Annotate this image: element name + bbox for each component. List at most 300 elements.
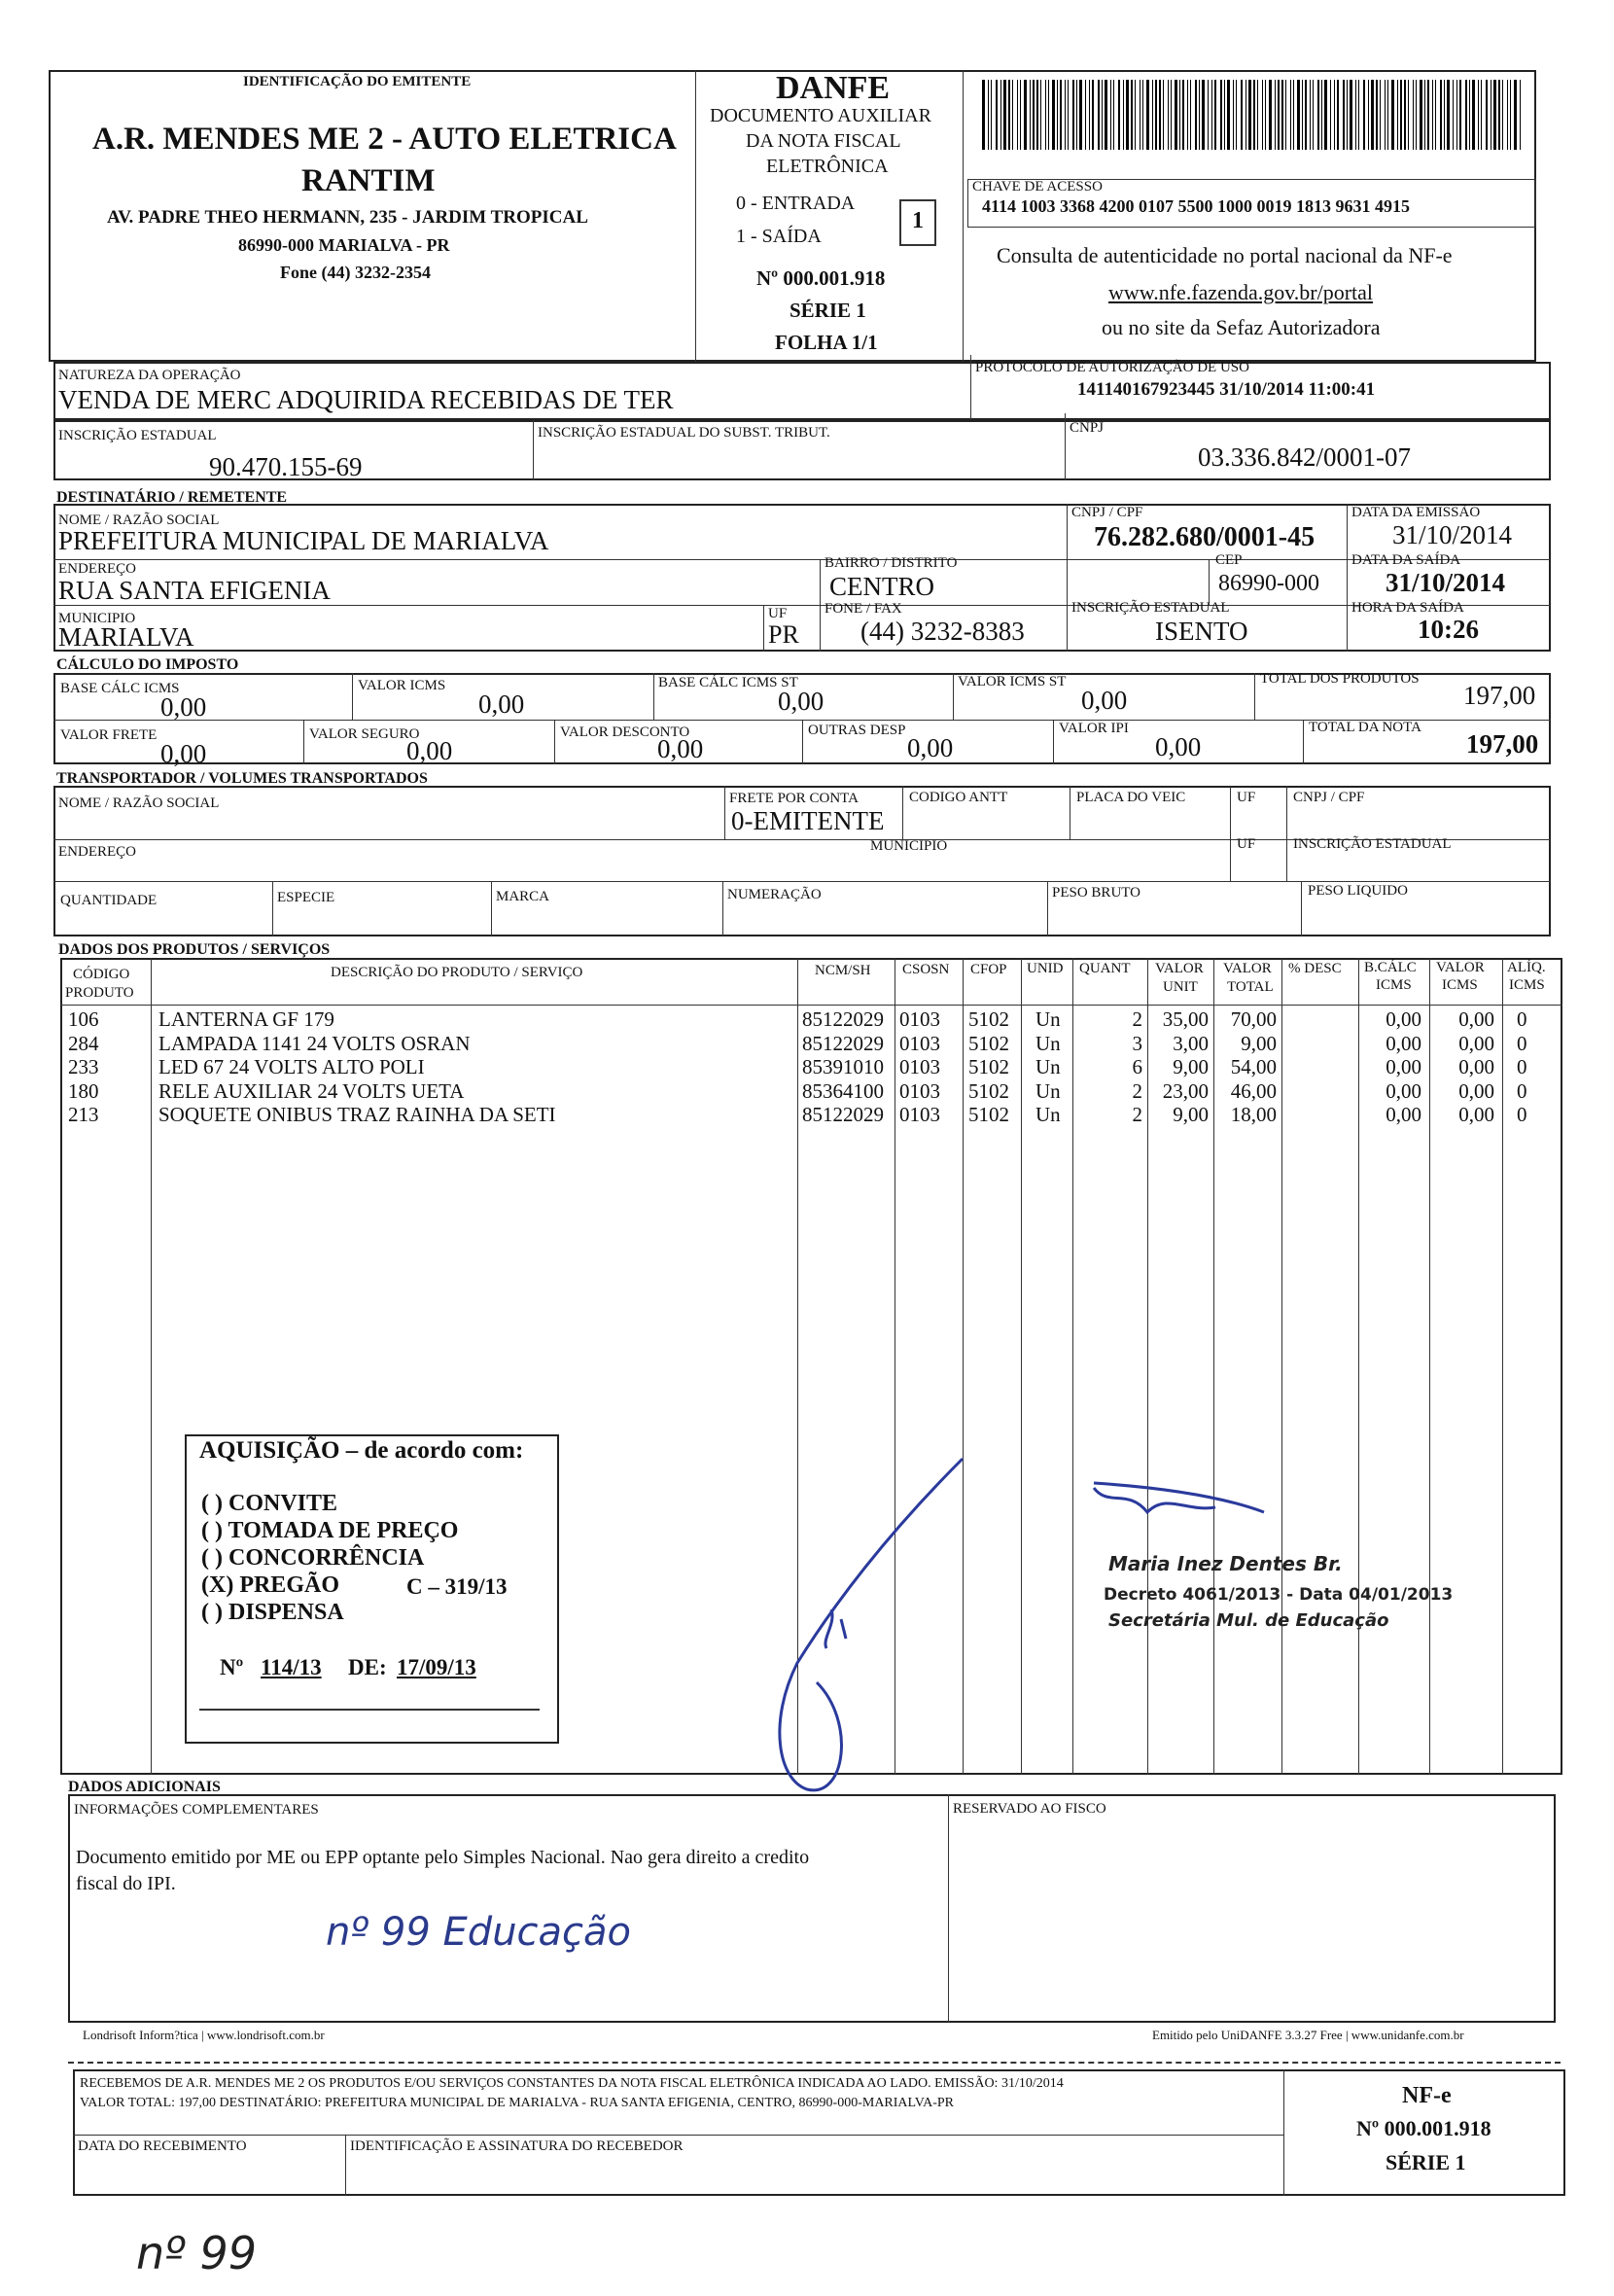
divider [820,605,821,652]
emitente-phone: Fone (44) 3232-2354 [280,263,431,282]
emitente-name: A.R. MENDES ME 2 - AUTO ELETRICA [92,122,677,157]
dest-cnpj: 76.282.680/0001-45 [1094,522,1316,552]
outras-label: OUTRAS DESP [808,723,906,738]
barcode-bar [1305,80,1307,150]
divider [1301,881,1302,936]
barcode-bar [1520,80,1521,150]
info-text-2: fiscal do IPI. [76,1873,176,1894]
dest-saida: 31/10/2014 [1386,568,1506,597]
barcode-bar [1199,80,1200,150]
canhoto-numero: Nº 000.001.918 [1356,2116,1491,2140]
barcode-bar [1142,80,1143,150]
barcode-bar [1195,80,1197,150]
barcode-bar [1211,80,1212,150]
divider [722,881,723,936]
barcode-bar [1048,80,1049,150]
dest-ie: ISENTO [1155,617,1248,646]
barcode-bar [1387,80,1388,150]
item-vtotal: 54,00 [1230,1055,1277,1078]
fisco-label: RESERVADO AO FISCO [953,1801,1106,1817]
danfe-numero: Nº 000.001.918 [756,266,886,290]
col-quant-header: QUANT [1079,961,1131,976]
divider [1065,413,1066,480]
divider [948,1794,949,2023]
barcode-bar [1257,80,1258,150]
col-vunit-header-2: UNIT [1163,979,1198,995]
dest-saida-label: DATA DA SAÍDA [1351,552,1461,568]
barcode-bar [1469,80,1470,150]
danfe-subtitle: ELETRÔNICA [766,156,889,177]
dest-nome: PREFEITURA MUNICIPAL DE MARIALVA [58,526,549,555]
desconto-label: VALOR DESCONTO [560,724,690,740]
barcode-bar [1459,80,1461,150]
col-bcalc-header: B.CÁLC [1364,960,1417,975]
item-cfop: 5102 [968,1078,1009,1103]
transp-cnpj-label: CNPJ / CPF [1293,790,1365,805]
barcode-bar [1456,80,1457,150]
divider [554,720,555,764]
item-cfop: 5102 [968,1103,1009,1126]
valor-icms-label: VALOR ICMS [358,678,446,693]
divider [1053,720,1054,764]
barcode-bar [1265,80,1266,150]
col-vicms-header: VALOR [1436,960,1485,975]
barcode-bar [1290,80,1291,150]
barcode-bar [1065,80,1066,150]
barcode-bar [1012,80,1013,150]
col-vicms-header-2: ICMS [1442,977,1478,993]
item-desc: LED 67 24 VOLTS ALTO POLI [158,1055,425,1078]
barcode-bar [1350,80,1352,150]
divider [963,70,964,362]
divider [272,881,273,936]
barcode-bar [1310,80,1311,150]
item-unid: Un [1035,1078,1061,1103]
col-unid-header: UNID [1027,961,1064,976]
divider [695,70,696,362]
barcode-bar [1324,80,1327,150]
barcode-bar [1380,80,1381,150]
divider [1286,786,1287,881]
col-bcalc-header-2: ICMS [1376,977,1412,993]
total-nota: 197,00 [1466,729,1539,759]
valor-st: 0,00 [1081,686,1128,715]
natureza-value: VENDA DE MERC ADQUIRIDA RECEBIDAS DE TER [58,385,674,414]
barcode-bar [982,80,985,150]
item-aliq: 0 [1517,1078,1527,1103]
barcode-bar [1368,80,1369,150]
divider [953,673,954,720]
transp-qtd-label: QUANTIDADE [60,893,158,908]
canhoto-nfe: NF-e [1402,2083,1452,2108]
ipi: 0,00 [1155,732,1202,761]
stamp-num: 114/13 [261,1655,322,1679]
barcode-bar [1285,80,1286,150]
barcode-bar [1391,80,1394,150]
barcode-bar [1076,80,1077,150]
col-codigo-header: CÓDIGO [73,967,130,982]
item-quant: 2 [1132,1007,1142,1031]
barcode-bar [1190,80,1191,150]
transp-ie-label: INSCRIÇÃO ESTADUAL [1293,836,1452,852]
canhoto-text: RECEBEMOS DE A.R. MENDES ME 2 OS PRODUTOS E/OU SERVIÇOS CONSTANTES DA NOTA FISCAL ELETRÔNICA INDICADA AO LADO. EMISSÃO: 31/10/2014 [80,2076,1064,2091]
barcode-bar [1432,80,1433,150]
barcode-bar [1030,80,1031,150]
barcode-bar [1481,80,1482,150]
barcode-bar [1003,80,1006,150]
adicionais-box [68,1794,1556,2023]
barcode-bar [1440,80,1442,150]
danfe-entrada: 0 - ENTRADA [736,193,856,214]
divider [970,355,971,420]
emitente-section-label: IDENTIFICAÇÃO DO EMITENTE [243,74,472,89]
desconto: 0,00 [657,734,704,763]
barcode-bar [1248,80,1251,150]
item-ncm: 85122029 [802,1103,884,1126]
item-quant: 2 [1132,1078,1142,1103]
barcode-bar [1057,80,1058,150]
barcode [982,80,1526,150]
transp-numeracao-label: NUMERAÇÃO [727,887,822,902]
item-unid: Un [1035,1103,1061,1126]
emitente-name-2: RANTIM [301,163,436,198]
dest-fone-label: FONE / FAX [825,601,902,617]
item-ncm: 85122029 [802,1031,884,1055]
divider [352,673,353,720]
dest-fone: (44) 3232-8383 [860,617,1025,646]
danfe-tipo: 1 [912,208,924,233]
emitente-city: 86990-000 MARIALVA - PR [238,235,450,255]
transp-placa-label: PLACA DO VEIC [1076,790,1186,805]
item-vunit: 35,00 [1162,1007,1209,1031]
divider [802,720,803,764]
destinatario-section: DESTINATÁRIO / REMETENTE [56,489,288,506]
item-aliq: 0 [1517,1031,1527,1055]
danfe-title: DANFE [776,70,891,106]
barcode-bar [1420,80,1422,150]
consulta-url[interactable]: www.nfe.fazenda.gov.br/portal [1108,280,1374,304]
col-aliq-header: ALÍQ. [1507,960,1546,975]
barcode-bar [1168,80,1169,150]
col-ncm-header: NCM/SH [815,963,871,978]
barcode-bar [1404,80,1406,150]
barcode-bar [1113,80,1114,150]
danfe-saida: 1 - SAÍDA [736,226,822,247]
ie-label: INSCRIÇÃO ESTADUAL [58,428,217,443]
barcode-bar [1385,80,1386,150]
barcode-bar [1478,80,1479,150]
seguro-label: VALOR SEGURO [309,726,420,742]
item-cfop: 5102 [968,1055,1009,1078]
barcode-bar [1424,80,1425,150]
barcode-bar [1317,80,1319,150]
stamp-convite: ( ) CONVITE [201,1491,338,1516]
transp-uf-label: UF [1237,790,1256,805]
item-ncm: 85391010 [802,1055,884,1078]
col-aliq-header-2: ICMS [1509,977,1545,993]
canhoto-text-2: VALOR TOTAL: 197,00 DESTINATÁRIO: PREFEITURA MUNICIPAL DE MARIALVA - RUA SANTA EFIGENIA, CENTRO, 86990-000-MARIALVA-PR [80,2096,955,2110]
barcode-bar [988,80,989,150]
barcode-bar [1453,80,1454,150]
item-cfop: 5102 [968,1031,1009,1055]
barcode-bar [1278,80,1280,150]
item-vunit: 3,00 [1173,1031,1209,1055]
base-icms-label: BASE CÁLC ICMS [60,681,180,696]
barcode-bar [1397,80,1398,150]
barcode-bar [1208,80,1209,150]
barcode-bar [1089,80,1090,150]
barcode-bar [1347,80,1348,150]
emitente-address: AV. PADRE THEO HERMANN, 235 - JARDIM TROPICAL [107,207,588,228]
col-desc-header: % DESC [1288,961,1342,976]
signature-decreto: Decreto 4061/2013 - Data 04/01/2013 [1104,1585,1454,1605]
item-desc: SOQUETE ONIBUS TRAZ RAINHA DA SETI [158,1103,556,1126]
divider [1502,958,1503,1775]
col-csosn-header: CSOSN [902,962,950,977]
footer-right: Emitido pelo UniDANFE 3.3.27 Free | www.unidanfe.com.br [1152,2028,1464,2042]
barcode-bar [1085,80,1086,150]
barcode-bar [991,80,992,150]
protocolo-label: PROTOCOLO DE AUTORIZAÇÃO DE USO [975,360,1249,375]
barcode-bar [1507,80,1508,150]
item-vtotal: 18,00 [1230,1103,1277,1126]
item-bcalc: 0,00 [1386,1055,1421,1078]
divider [53,559,1551,560]
produtos-section: DADOS DOS PRODUTOS / SERVIÇOS [58,941,331,958]
item-aliq: 0 [1517,1103,1527,1126]
stamp-concorrencia: ( ) CONCORRÊNCIA [201,1545,425,1571]
barcode-bar [1224,80,1225,150]
barcode-bar [1159,80,1161,150]
barcode-bar [1337,80,1339,150]
col-vtotal-header-2: TOTAL [1227,979,1274,995]
base-icms: 0,00 [160,692,207,722]
barcode-bar [1163,80,1164,150]
item-desc: LANTERNA GF 179 [158,1007,334,1031]
item-vtotal: 9,00 [1241,1031,1277,1055]
canhoto-data-label: DATA DO RECEBIMENTO [78,2138,247,2154]
divider [1254,673,1255,720]
divider [60,1005,1562,1006]
item-unid: Un [1035,1031,1061,1055]
barcode-bar [1214,80,1216,150]
barcode-bar [1400,80,1402,150]
barcode-bar [1123,80,1124,150]
item-vicms: 0,00 [1458,1055,1494,1078]
stamp-pregao-num: C – 319/13 [406,1574,508,1599]
barcode-bar [1182,80,1184,150]
transp-peso-bruto-label: PESO BRUTO [1052,885,1140,901]
barcode-bar [1343,80,1345,150]
barcode-bar [1269,80,1272,150]
barcode-bar [1502,80,1503,150]
col-vtotal-header: VALOR [1223,961,1272,976]
divider [1209,559,1210,605]
item-vunit: 9,00 [1173,1103,1209,1126]
danfe-subtitle: DOCUMENTO AUXILIAR [710,105,931,126]
frete: 0,00 [160,739,207,768]
stamp-num-label: Nº [220,1655,244,1679]
item-bcalc: 0,00 [1386,1007,1421,1031]
barcode-bar [1427,80,1429,150]
item-vunit: 9,00 [1173,1055,1209,1078]
consulta-text: Consulta de autenticidade no portal nacional da NF-e [997,243,1453,267]
item-csosn: 0103 [899,1031,940,1055]
transp-frete: 0-EMITENTE [731,806,885,835]
item-bcalc: 0,00 [1386,1103,1421,1126]
col-codigo-header-2: PRODUTO [65,985,134,1001]
ie-value: 90.470.155-69 [209,452,363,481]
cnpj-label: CNPJ [1070,420,1105,436]
cut-line [68,2062,1561,2064]
item-ncm: 85364100 [802,1078,884,1103]
barcode-bar [1363,80,1365,150]
outras: 0,00 [907,733,954,762]
barcode-bar [1435,80,1436,150]
item-cod: 213 [68,1103,99,1126]
dest-bairro-label: BAIRRO / DISTRITO [825,555,958,571]
item-ncm: 85122029 [802,1007,884,1031]
barcode-bar [1020,80,1021,150]
divider [724,786,725,839]
barcode-bar [1118,80,1120,150]
col-vunit-header: VALOR [1155,961,1204,976]
barcode-bar [1155,80,1157,150]
divider [902,786,903,839]
barcode-bar [1510,80,1511,150]
imposto-section: CÁLCULO DO IMPOSTO [56,656,239,673]
barcode-bar [1171,80,1172,150]
barcode-bar [1008,80,1010,150]
col-descricao-header: DESCRIÇÃO DO PRODUTO / SERVIÇO [331,965,583,980]
divider [303,720,304,764]
barcode-bar [1241,80,1243,150]
signature-name: Maria Inez Dentes Br. [1108,1552,1343,1575]
col-cfop-header: CFOP [970,962,1007,977]
item-unid: Un [1035,1007,1061,1031]
transp-especie-label: ESPECIE [277,890,335,905]
barcode-bar [1179,80,1180,150]
stamp-tomada: ( ) TOMADA DE PREÇO [201,1518,459,1543]
barcode-bar [1408,80,1409,150]
dest-hora: 10:26 [1418,615,1479,644]
item-aliq: 0 [1517,1007,1527,1031]
item-aliq: 0 [1517,1055,1527,1078]
footer-left: Londrisoft Inform?tica | www.londrisoft.com.br [83,2028,325,2042]
barcode-bar [1202,80,1205,150]
divider [53,881,1551,882]
transp-antt-label: CODIGO ANTT [909,790,1008,805]
canhoto-serie: SÉRIE 1 [1386,2150,1466,2174]
divider [533,420,534,480]
barcode-bar [1376,80,1378,150]
barcode-bar [1187,80,1188,150]
base-st: 0,00 [778,687,825,716]
barcode-bar [1024,80,1027,150]
divider [1358,958,1359,1775]
item-cod: 106 [68,1007,99,1031]
item-desc: RELE AUXILIAR 24 VOLTS UETA [158,1078,465,1103]
item-bcalc: 0,00 [1386,1031,1421,1055]
barcode-bar [1152,80,1153,150]
barcode-bar [1253,80,1255,150]
stamp-title: AQUISIÇÃO – de acordo com: [199,1437,524,1464]
dest-emissao: 31/10/2014 [1392,520,1513,549]
transp-endereco-label: ENDEREÇO [58,844,136,860]
barcode-bar [1236,80,1237,150]
transp-uf2-label: UF [1237,836,1256,852]
dest-emissao-label: DATA DA EMISSÃO [1351,505,1481,520]
total-nota-label: TOTAL DA NOTA [1309,720,1421,735]
dest-cnpj-label: CNPJ / CPF [1071,505,1143,520]
divider [1347,504,1348,652]
barcode-bar [1131,80,1133,150]
item-vicms: 0,00 [1458,1031,1494,1055]
handwritten-note: nº 99 Educação [326,1910,632,1955]
danfe-subtitle: DA NOTA FISCAL [746,130,901,152]
item-csosn: 0103 [899,1103,940,1126]
barcode-bar [1355,80,1356,150]
dest-bairro: CENTRO [829,572,934,601]
item-quant: 3 [1132,1031,1142,1055]
item-desc: LAMPADA 1141 24 VOLTS OSRAN [158,1031,471,1055]
divider [1283,2069,1284,2196]
divider [653,673,654,720]
barcode-bar [1293,80,1294,150]
item-csosn: 0103 [899,1007,940,1031]
barcode-bar [1068,80,1069,150]
barcode-bar [1321,80,1322,150]
danfe-serie: SÉRIE 1 [789,299,866,322]
barcode-bar [1302,80,1303,150]
barcode-bar [1297,80,1300,150]
barcode-bar [1493,80,1496,150]
item-vicms: 0,00 [1458,1103,1494,1126]
barcode-bar [1262,80,1263,150]
item-vunit: 23,00 [1162,1078,1209,1103]
barcode-bar [1146,80,1149,150]
divider [1067,504,1068,652]
item-csosn: 0103 [899,1055,940,1078]
barcode-bar [1175,80,1177,150]
barcode-bar [1220,80,1222,150]
barcode-bar [1036,80,1038,150]
barcode-bar [1040,80,1041,150]
barcode-bar [1486,80,1488,150]
barcode-bar [1358,80,1359,150]
divider [73,2135,1283,2136]
dest-hora-label: HORA DA SAÍDA [1351,600,1464,616]
chave-acesso: 4114 1003 3368 4200 0107 5500 1000 0019 1813 9631 4915 [982,196,1411,216]
ipi-label: VALOR IPI [1059,721,1129,736]
signature-secretaria: Secretária Mul. de Educação [1108,1610,1389,1631]
stamp-dispensa: ( ) DISPENSA [201,1600,344,1625]
barcode-bar [1135,80,1136,150]
barcode-bar [1017,80,1018,150]
cnpj-value: 03.336.842/0001-07 [1198,442,1411,472]
divider [1047,881,1048,936]
ie-st-label: INSCRIÇÃO ESTADUAL DO SUBST. TRIBUT. [538,425,830,441]
dest-municipio-label: MUNICIPIO [58,611,136,626]
transp-nome-label: NOME / RAZÃO SOCIAL [58,795,220,811]
dest-uf-label: UF [768,606,788,621]
adicionais-section: DADOS ADICIONAIS [68,1779,221,1795]
transp-marca-label: MARCA [496,889,550,904]
danfe-folha: FOLHA 1/1 [775,331,878,354]
barcode-bar [1126,80,1129,150]
divider [820,559,821,605]
item-vtotal: 46,00 [1230,1078,1277,1103]
